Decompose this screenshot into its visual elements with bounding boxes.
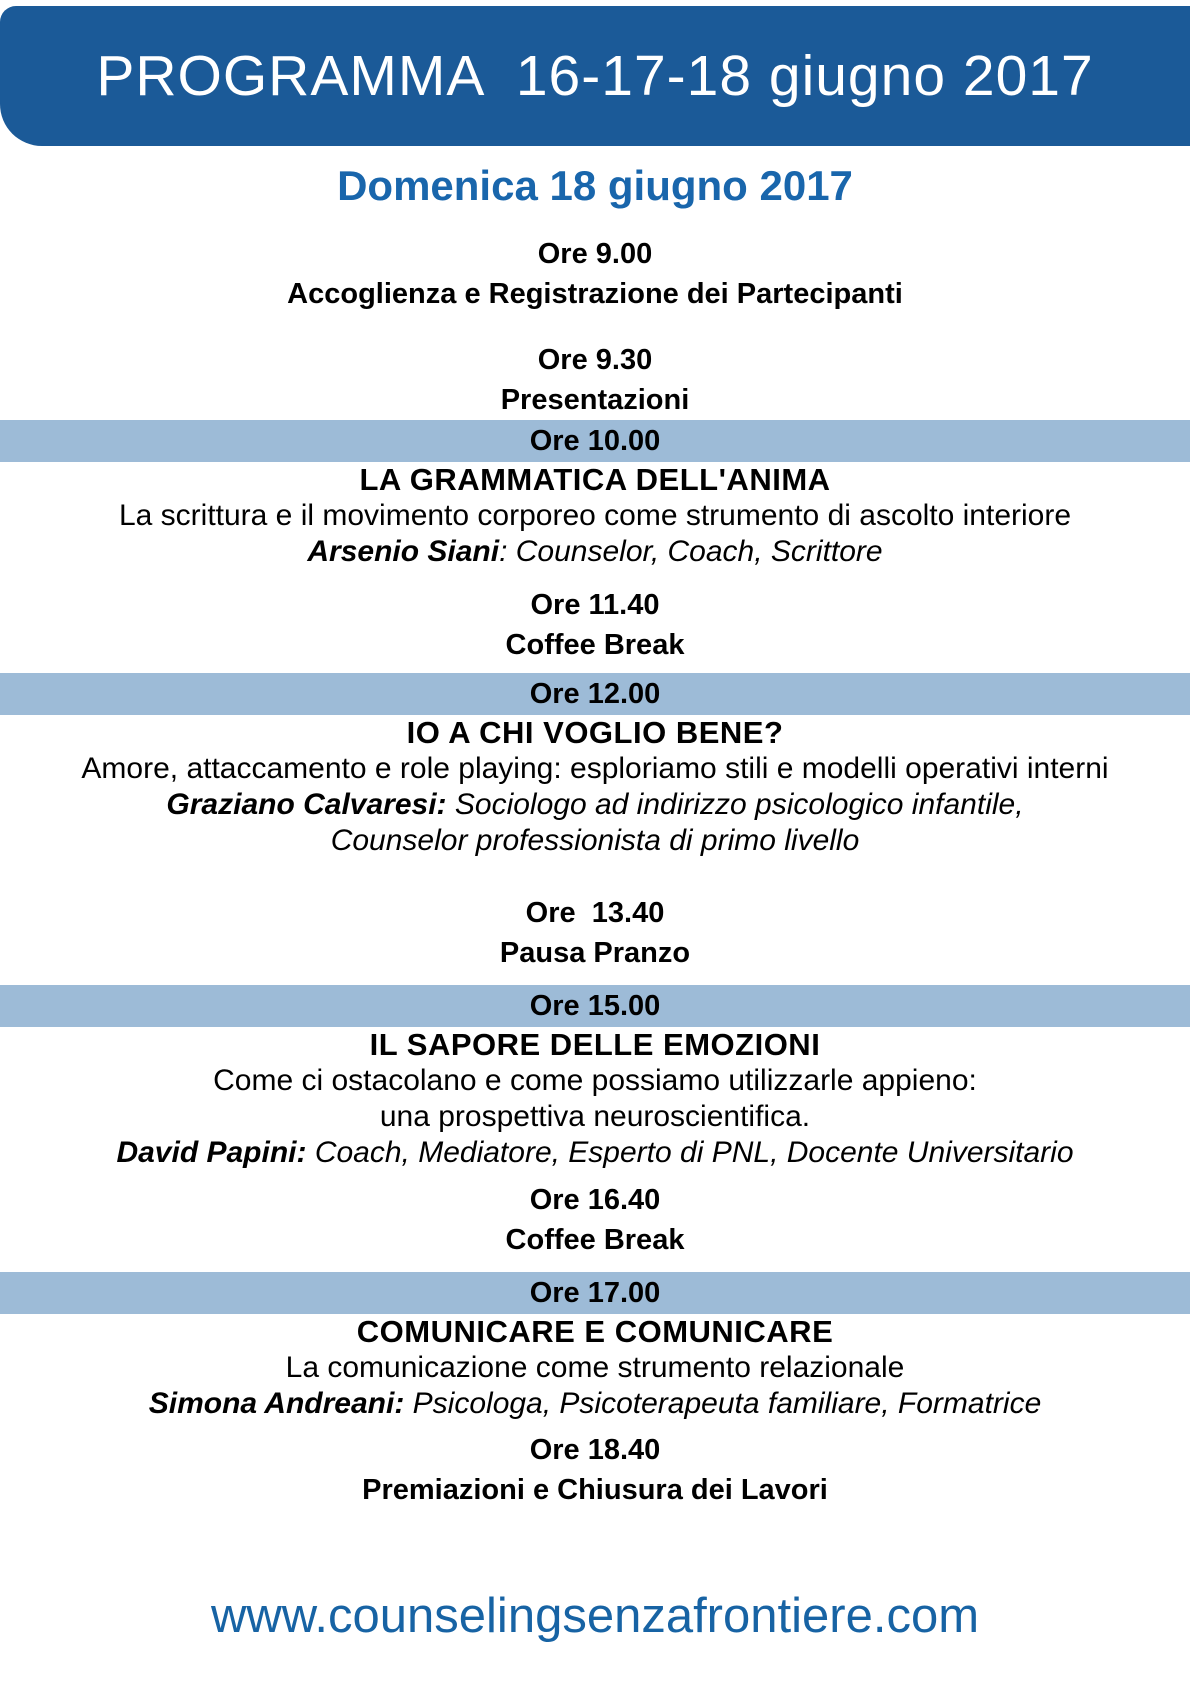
header-banner: [0, 6, 1190, 146]
time-label: Ore 16.40: [529, 1184, 661, 1216]
session-title: IL SAPORE DELLE EMOZIONI: [369, 1027, 821, 1062]
speaker-name: Graziano Calvaresi:: [166, 788, 447, 821]
website-link[interactable]: www.counselingsenzafrontiere.com: [210, 1589, 980, 1643]
schedule-item-coffee-break-2: [0, 1180, 1190, 1260]
event-label: Coffee Break: [505, 1224, 685, 1256]
speaker-line: [0, 1386, 1190, 1422]
speaker-roles: Psicologa, Psicoterapeuta familiare, Formatrice: [404, 1387, 1042, 1420]
speaker-line: [0, 534, 1190, 570]
day-title: Domenica 18 giugno 2017: [337, 162, 853, 209]
speaker-roles-extra: Counselor professionista di primo livello: [330, 824, 860, 857]
session-sapore-emozioni: [0, 1027, 1190, 1171]
time-band: [0, 1272, 1190, 1314]
time-label: Ore 9.00: [537, 238, 653, 270]
schedule-item-registration: [0, 234, 1190, 314]
time-label: Ore 15.00: [529, 990, 661, 1022]
page-title: PROGRAMMA 16-17-18 giugno 2017: [96, 44, 1094, 108]
schedule-item-presentations: [0, 340, 1190, 420]
event-label: Coffee Break: [505, 629, 685, 661]
event-label: Premiazioni e Chiusura dei Lavori: [362, 1474, 828, 1506]
session-title: IO A CHI VOGLIO BENE?: [406, 715, 784, 750]
speaker-name: David Papini:: [116, 1136, 307, 1169]
speaker-roles: Coach, Mediatore, Esperto di PNL, Docente Universitario: [306, 1136, 1074, 1169]
speaker-name: Arsenio Siani: [307, 535, 500, 568]
schedule-item-coffee-break-1: [0, 585, 1190, 665]
time-band: [0, 673, 1190, 715]
program-page: [0, 6, 1190, 1690]
time-label: Ore 18.40: [529, 1434, 661, 1466]
time-label: Ore 17.00: [529, 1277, 661, 1309]
session-grammatica: [0, 462, 1190, 570]
session-description: una prospettiva neuroscientifica.: [379, 1100, 811, 1133]
time-label: Ore 10.00: [529, 425, 661, 457]
speaker-line: [0, 787, 1190, 823]
time-label: Ore 11.40: [530, 589, 660, 621]
session-description: Amore, attaccamento e role playing: esploriamo stili e modelli operativi interni: [81, 752, 1109, 785]
time-label: Ore 12.00: [529, 678, 661, 710]
schedule-item-closing: [0, 1430, 1190, 1510]
speaker-roles: Sociologo ad indirizzo psicologico infantile,: [446, 788, 1024, 821]
time-label: Ore 13.40: [525, 897, 665, 929]
speaker-name: Simona Andreani:: [148, 1387, 405, 1420]
event-label: Presentazioni: [500, 384, 690, 416]
session-comunicare: [0, 1314, 1190, 1422]
session-title: COMUNICARE E COMUNICARE: [356, 1314, 834, 1349]
event-label: Pausa Pranzo: [499, 937, 691, 969]
time-band: [0, 985, 1190, 1027]
event-label: Accoglienza e Registrazione dei Partecipanti: [287, 278, 903, 310]
session-title: LA GRAMMATICA DELL'ANIMA: [359, 462, 831, 497]
schedule-item-lunch: [0, 893, 1190, 973]
session-voglio-bene: [0, 715, 1190, 859]
time-label: Ore 9.30: [537, 344, 653, 376]
session-description: La comunicazione come strumento relazionale: [285, 1351, 905, 1384]
time-band: [0, 420, 1190, 462]
session-description: Come ci ostacolano e come possiamo utilizzarle appieno:: [213, 1064, 977, 1097]
speaker-line: [0, 1135, 1190, 1171]
session-description: La scrittura e il movimento corporeo come strumento di ascolto interiore: [118, 499, 1072, 532]
speaker-roles: : Counselor, Coach, Scrittore: [499, 535, 883, 568]
